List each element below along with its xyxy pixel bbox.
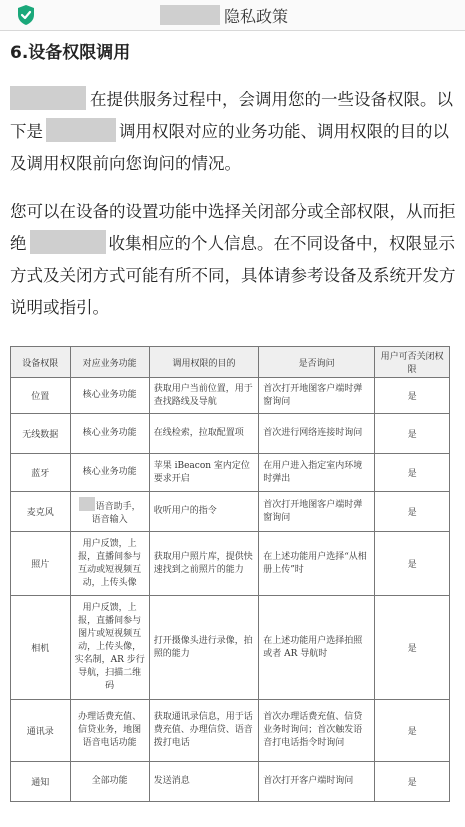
redacted-app-name — [79, 497, 95, 511]
cell-ask: 首次打开客户端时询问 — [259, 762, 375, 802]
cell-ask: 在用户进入指定室内环境时弹出 — [259, 454, 375, 492]
cell-ask: 首次办理话费充值、信贷业务时询问；首次触发语音打电话指令时询问 — [259, 700, 375, 762]
cell-purpose: 苹果 iBeacon 室内定位要求开启 — [149, 454, 258, 492]
redacted-app-name — [30, 230, 106, 254]
cell-can-close: 是 — [375, 596, 450, 700]
cell-permission: 相机 — [11, 596, 71, 700]
table-row — [11, 532, 450, 596]
cell-permission: 通知 — [11, 762, 71, 802]
paragraph1-part-b: 调用权限对应的业务功能、调用权限的目的以及调用权限前向您询问的情况。 — [10, 122, 449, 173]
cell-function: 用户反馈，上报，直播间参与互动或短视频互动，上传头像 — [70, 532, 149, 596]
cell-function: 用户反馈，上报，直播间参与图片或短视频互动，上传头像，实名制，AR 步行导航，扫描二维码 — [70, 596, 149, 700]
cell-can-close: 是 — [375, 414, 450, 454]
table-row — [11, 454, 450, 492]
cell-function: 办理话费充值、信贷业务，地图语音电话功能 — [70, 700, 149, 762]
cell-can-close: 是 — [375, 700, 450, 762]
cell-ask: 首次打开地图客户端时弹窗询问 — [259, 492, 375, 532]
table-row — [11, 414, 450, 454]
cell-ask: 在上述功能用户选择拍照或者 AR 导航时 — [259, 596, 375, 700]
paragraph-disable-permissions — [10, 196, 458, 324]
cell-can-close: 是 — [375, 378, 450, 414]
cell-ask: 在上述功能用户选择“从相册上传”时 — [259, 532, 375, 596]
page-title: 隐私政策 — [224, 6, 289, 26]
cell-ask: 首次打开地图客户端时弹窗询问 — [259, 378, 375, 414]
header-ask: 是否询问 — [259, 347, 375, 378]
cell-can-close: 是 — [375, 454, 450, 492]
table-row — [11, 596, 450, 700]
cell-permission: 位置 — [11, 378, 71, 414]
table-row — [11, 700, 450, 762]
table-row — [11, 378, 450, 414]
paragraph2-part-a: 您可以在设备的设置功能中选择关闭部分或全部权限，从而拒绝 — [10, 202, 456, 253]
table-row — [11, 762, 450, 802]
top-bar — [0, 0, 465, 31]
cell-permission: 通讯录 — [11, 700, 71, 762]
header-title-area — [160, 4, 288, 26]
cell-function: 核心业务功能 — [70, 378, 149, 414]
header-can-close: 用户可否关闭权限 — [375, 347, 450, 378]
cell-purpose: 收听用户的指令 — [149, 492, 258, 532]
cell-ask: 首次进行网络连接时询问 — [259, 414, 375, 454]
redacted-app-name — [160, 5, 220, 25]
paragraph1-part-a: 在提供服务过程中，会调用您的一些设备权限。以下是 — [10, 90, 453, 141]
permissions-table — [10, 346, 450, 802]
section-heading: 6.设备权限调用 — [10, 43, 131, 63]
cell-permission: 照片 — [11, 532, 71, 596]
shield-check-icon — [14, 3, 38, 27]
cell-purpose: 打开摄像头进行录像，拍照的能力 — [149, 596, 258, 700]
cell-can-close: 是 — [375, 532, 450, 596]
paragraph2-part-b: 收集相应的个人信息。在不同设备中，权限显示方式及关闭方式可能有所不同，具体请参考设备及系统开发方说明或指引。 — [10, 234, 456, 317]
header-permission: 设备权限 — [11, 347, 71, 378]
cell-purpose: 获取用户照片库，提供快速找到之前照片的能力 — [149, 532, 258, 596]
table-row — [11, 492, 450, 532]
header-purpose: 调用权限的目的 — [149, 347, 258, 378]
cell-permission: 蓝牙 — [11, 454, 71, 492]
cell-function: 全部功能 — [70, 762, 149, 802]
paragraph-device-permissions — [10, 84, 458, 180]
cell-function — [70, 492, 149, 532]
cell-can-close: 是 — [375, 492, 450, 532]
header-function: 对应业务功能 — [70, 347, 149, 378]
cell-function: 核心业务功能 — [70, 454, 149, 492]
cell-purpose: 在线检索，拉取配置项 — [149, 414, 258, 454]
cell-purpose: 获取通讯录信息，用于话费充值、办理信贷、语音拨打电话 — [149, 700, 258, 762]
cell-can-close: 是 — [375, 762, 450, 802]
redacted-app-name — [46, 118, 116, 142]
cell-function-text: 语音助手，语音输入 — [91, 501, 141, 525]
cell-purpose: 发送消息 — [149, 762, 258, 802]
cell-purpose: 获取用户当前位置，用于查找路线及导航 — [149, 378, 258, 414]
table-header-row — [11, 347, 450, 378]
cell-function: 核心业务功能 — [70, 414, 149, 454]
cell-permission: 无线数据 — [11, 414, 71, 454]
redacted-app-name — [10, 86, 86, 110]
cell-permission: 麦克风 — [11, 492, 71, 532]
